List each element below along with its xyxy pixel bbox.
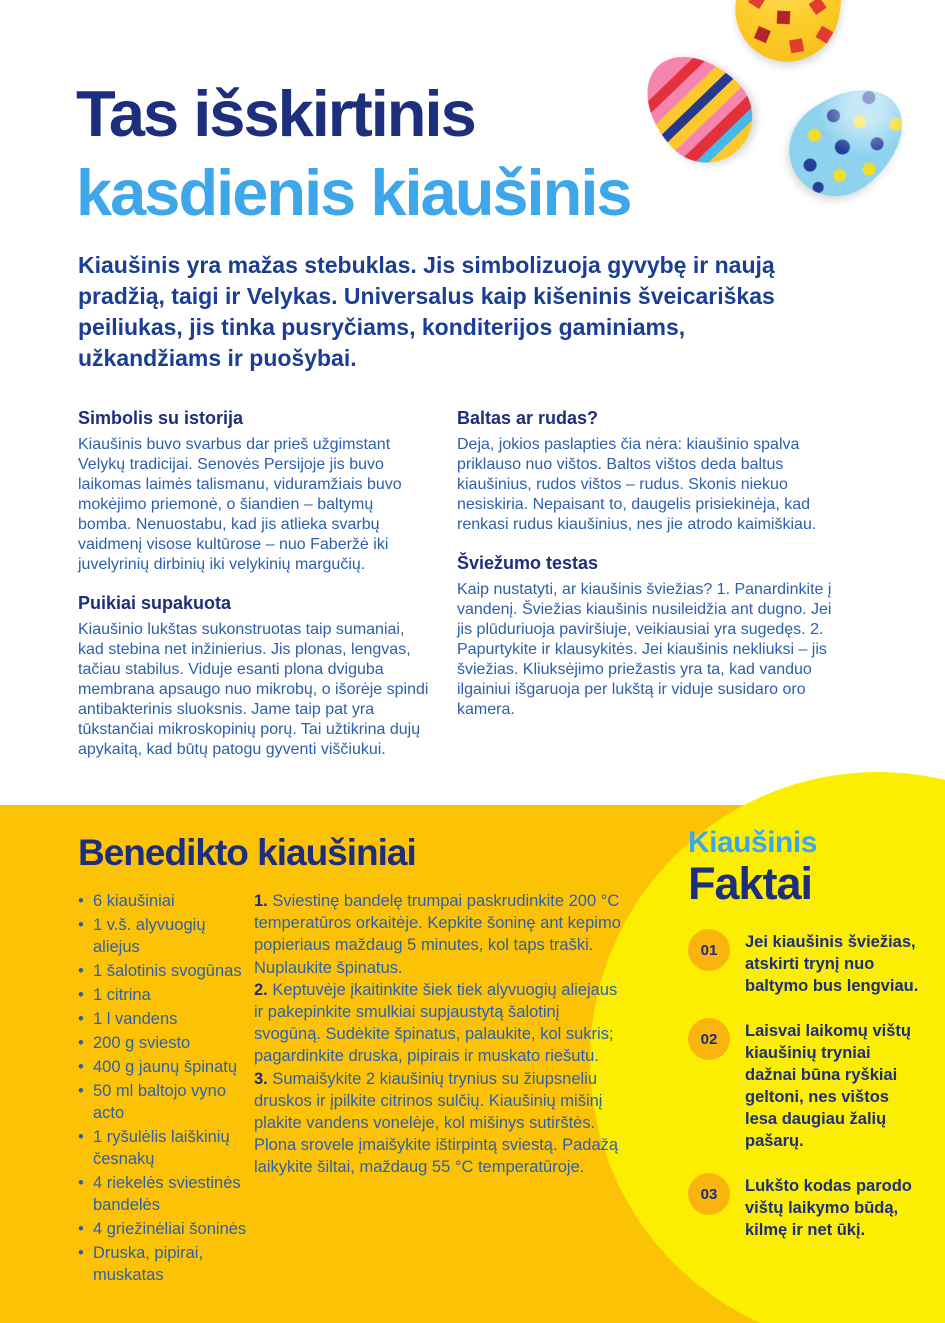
article-columns	[78, 408, 843, 760]
header	[76, 74, 631, 232]
ingredient-item: • Druska, pipirai, muskatas	[78, 1242, 254, 1286]
page-title	[76, 74, 631, 232]
fact-text: Laisvai laikomų vištų kiaušinių tryniai dažnai būna ryškiai geltoni, nes vištos lesa daugiau žalių pašarų.	[745, 1022, 911, 1150]
section-body: Kaip nustatyti, ar kiaušinis šviežias? 1. Panardinkite į vandenį. Šviežias kiaušinis nusileidžia ant dugno. Jei jis plūduriuoja paviršiuje, veikiausiai yra sugedęs. 2. Papurtykite ir klausykitės. Jei kiaušinis nekliuksi – jis šviežias. Kliuksėjimo priežastis yra ta, kad vanduo ilgainiui išgaruoja per lukštą ir viduje susidaro oro kamera.	[457, 581, 832, 718]
facts-title-main: Faktai	[688, 858, 813, 909]
page-title-line-2: kasdienis kiaušinis	[76, 156, 631, 229]
section-heading: Puikiai supakuota	[78, 593, 232, 613]
section-heading: Šviežumo testas	[457, 553, 599, 573]
recipe-step-1	[254, 890, 623, 979]
recipe-step-2	[254, 979, 623, 1068]
section-heading: Simbolis su istorija	[78, 408, 244, 428]
fact-item-1	[688, 929, 924, 997]
ingredient-item: • 4 riekelės sviestinės bandelės	[78, 1172, 254, 1216]
ingredients-list	[78, 890, 254, 1288]
intro-paragraph: Kiaušinis yra mažas stebuklas. Jis simbolizuoja gyvybę ir naują pradžią, taigi ir Velykas. Universalus kaip kišeninis šveicariškas peiliukas, jis tinka pusryčiams, konditerijos gaminiams, užkandžiams ir puošybai.	[78, 252, 775, 371]
ingredient-item: • 6 kiaušiniai	[78, 890, 254, 912]
fact-text: Lukšto kodas parodo vištų laikymo būdą, kilmę ir net ūkį.	[745, 1177, 912, 1239]
step-number: 1.	[254, 892, 268, 910]
egg-facts-panel	[688, 826, 924, 1241]
step-number: 2.	[254, 980, 268, 999]
blue-dotted-egg-illustration	[770, 66, 924, 215]
page-title-line-1: Tas išskirtinis	[76, 77, 475, 150]
ingredient-item: • 1 l vandens	[78, 1008, 254, 1030]
pink-striped-egg-illustration	[625, 34, 772, 181]
fact-number-badge: 01	[688, 929, 730, 971]
ingredient-item: • 1 ryšulėlis laiškinių česnakų	[78, 1126, 254, 1170]
article-column-left	[78, 408, 430, 760]
red-confetti-square	[789, 38, 804, 53]
yellow-confetti-egg-illustration	[723, 0, 856, 73]
facts-title	[688, 826, 924, 908]
recipe-note: Plona srovele įmaišykite ištirpintą sviestą. Padažą laikykite šiltai, maždaug 55 °C temperatūroje.	[254, 1136, 619, 1177]
section-body: Deja, jokios paslapties čia nėra: kiaušinio spalva priklauso nuo vištos. Baltos vištos deda baltus kiaušinius, rudos vištos – rudus. Skonis niekuo nesiskiria. Nepaisant to, daugelis prisiekinėja, kad renkasi rudus kiaušinius, nes jie atrodo kaimiškiau.	[457, 436, 817, 533]
section-body: Kiaušinio lukštas sukonstruotas taip sumaniai, kad stebina net inžinierius. Jis plonas, lengvas, tačiau stabilus. Viduje esanti plona dviguba membrana apsaugo nuo mikrobų, o išorėje spindi antibakterinis sluoksnis. Jame taip pat yra tūkstančiai mikroskopinių porų. Tai užtikrina dujų apykaitą, kad būtų patogu gyventi viščiukui.	[78, 621, 429, 758]
fact-number-badge: 02	[688, 1018, 730, 1060]
section-body: Kiaušinis buvo svarbus dar prieš užgimstant Velykų tradicijai. Senovės Persijoje jis buvo laikomas laimės talismanu, viduramžiais buvo mokėjimo priemonė, o šiandien – baltymų bomba. Nenuostabu, kad jis atlieka svarbų vaidmenį visose kultūrose – nuo Faberžė iki juvelyrinių dirbinių iki velykinių margučių.	[78, 436, 402, 573]
ingredient-item: • 1 šalotinis svogūnas	[78, 960, 254, 982]
ingredient-item: • 1 citrina	[78, 984, 254, 1006]
step-text: Keptuvėje įkaitinkite šiek tiek alyvuogių aliejaus ir pakepinkite smulkiai supjaustytą šalotinį svogūną. Sudėkite špinatus, palaukite, kol sukris; pagardinkite druska, pipirais ir muskato riešutu.	[254, 980, 618, 1066]
recipe-steps	[254, 890, 623, 1288]
article-section-freshness-test	[457, 553, 843, 720]
red-confetti-square	[816, 26, 834, 44]
dark-red-confetti-square	[777, 11, 791, 25]
ingredient-item: • 50 ml baltojo vyno acto	[78, 1080, 254, 1124]
ingredient-item: • 200 g sviesto	[78, 1032, 254, 1054]
step-number: 3.	[254, 1069, 268, 1088]
recipe-title: Benedikto kiaušiniai	[78, 832, 416, 873]
article-column-right	[457, 408, 843, 760]
dark-red-confetti-square	[754, 26, 771, 43]
step-text: Sumaišykite 2 kiaušinių trynius su žiupsneliu druskos ir įpilkite citrinos sulčių. Kiaušinių mišinį plakite vandens vonelėje, kol mišinys sutirštės.	[254, 1069, 603, 1133]
ingredient-item: • 1 v.š. alyvuogių aliejus	[78, 914, 254, 958]
fact-text: Jei kiaušinis šviežias, atskirti trynį nuo baltymo bus lengviau.	[745, 933, 919, 995]
article-section-symbol-with-history	[78, 408, 430, 575]
recipe-section	[78, 832, 623, 1288]
red-confetti-square	[809, 0, 827, 15]
fact-item-2	[688, 1018, 924, 1152]
recipe-columns	[78, 890, 623, 1288]
step-text: Sviestinę bandelę trumpai paskrudinkite 200 °C temperatūros orkaitėje. Kepkite šoninę ant kepimo popieriaus maždaug 5 minutes, kol taps traški. Nuplaukite špinatus.	[254, 892, 621, 977]
recipe-step-3	[254, 1068, 623, 1135]
fact-number-badge: 03	[688, 1173, 730, 1215]
ingredient-item: • 400 g jaunų špinatų	[78, 1056, 254, 1078]
facts-title-accent: Kiaušinis	[688, 826, 817, 859]
article-section-white-or-brown	[457, 408, 843, 535]
ingredient-item: • 4 griežinėliai šoninės	[78, 1218, 254, 1240]
article-section-well-packaged	[78, 593, 430, 760]
red-confetti-square	[748, 0, 766, 9]
section-heading: Baltas ar rudas?	[457, 408, 599, 428]
fact-item-3	[688, 1173, 924, 1241]
